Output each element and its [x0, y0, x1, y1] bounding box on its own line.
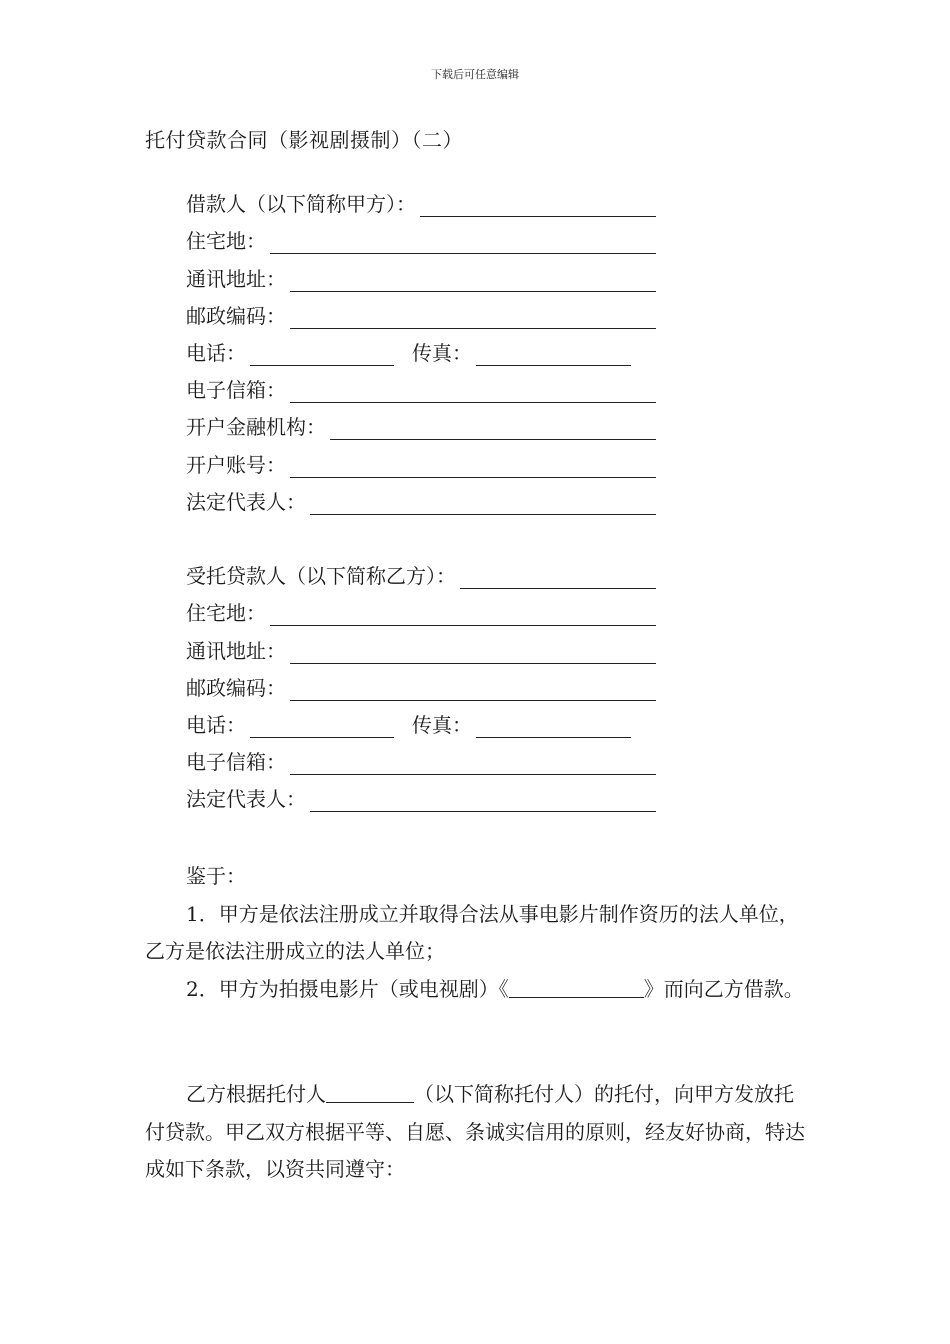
- recital-item-2-after: 》而向乙方借款。: [643, 976, 804, 1001]
- postcode-label: 邮政编码：: [186, 303, 286, 328]
- party-a-name-field[interactable]: [420, 194, 656, 217]
- phone-label: 电话：: [186, 712, 246, 737]
- paragraph-before: 乙方根据托付人: [186, 1082, 326, 1106]
- party-b-legal-rep-row: [186, 775, 656, 812]
- party-a-heading: 借款人（以下简称甲方）：: [186, 192, 416, 217]
- legal-rep-label: 法定代表人：: [186, 787, 306, 812]
- party-a-address-field[interactable]: [290, 269, 656, 292]
- party-b-address-row: [186, 626, 656, 663]
- address-label: 通讯地址：: [186, 638, 286, 663]
- party-a-heading-row: [186, 180, 656, 217]
- party-a-email-field[interactable]: [290, 380, 656, 403]
- recital-item-2: [145, 971, 810, 1009]
- party-a-legal-rep-field[interactable]: [310, 492, 656, 515]
- party-a-account-row: [186, 440, 656, 477]
- paragraph-text: [145, 1076, 810, 1189]
- party-b-section: [186, 552, 656, 812]
- party-b-postcode-field[interactable]: [290, 678, 656, 701]
- phone-label: 电话：: [186, 340, 246, 365]
- party-b-postcode-row: [186, 664, 656, 701]
- party-a-postcode-field[interactable]: [290, 306, 656, 329]
- film-title-field[interactable]: [509, 977, 644, 998]
- fax-label: 传真：: [412, 712, 472, 737]
- recitals-section: [145, 858, 810, 1008]
- entrustor-field[interactable]: [326, 1082, 414, 1103]
- document-title: 托付贷款合同（影视剧摄制）（二）: [145, 128, 463, 152]
- account-label: 开户账号：: [186, 452, 286, 477]
- party-a-fax-field[interactable]: [476, 343, 631, 366]
- party-a-phone-fax-row: [186, 329, 656, 366]
- party-a-section: [186, 180, 656, 515]
- party-b-email-row: [186, 738, 656, 775]
- party-a-residence-row: [186, 217, 656, 254]
- party-a-postcode-row: [186, 292, 656, 329]
- party-a-email-row: [186, 366, 656, 403]
- party-a-residence-field[interactable]: [270, 231, 656, 254]
- party-b-phone-fax-row: [186, 701, 656, 738]
- bank-label: 开户金融机构：: [186, 415, 326, 440]
- recitals-intro: 鉴于：: [186, 864, 246, 888]
- party-b-residence-row: [186, 589, 656, 626]
- recital-item-2-before: 2．甲方为拍摄电影片（或电视剧）《: [186, 976, 509, 1001]
- party-b-email-field[interactable]: [290, 752, 656, 775]
- party-a-phone-field[interactable]: [250, 343, 394, 366]
- party-a-bank-field[interactable]: [330, 417, 656, 440]
- party-b-legal-rep-field[interactable]: [310, 789, 656, 812]
- residence-label: 住宅地：: [186, 601, 266, 626]
- address-label: 通讯地址：: [186, 266, 286, 291]
- party-a-account-field[interactable]: [290, 455, 656, 478]
- email-label: 电子信箱：: [186, 750, 286, 775]
- party-b-address-field[interactable]: [290, 641, 656, 664]
- party-b-name-field[interactable]: [460, 566, 656, 589]
- postcode-label: 邮政编码：: [186, 675, 286, 700]
- fax-label: 传真：: [412, 340, 472, 365]
- email-label: 电子信箱：: [186, 378, 286, 403]
- recital-item-1: 1．甲方是依法注册成立并取得合法从事电影片制作资历的法人单位，乙方是依法注册成立的法人单位；: [145, 901, 799, 963]
- header-note: 下载后可任意编辑: [431, 68, 519, 81]
- paragraph-after: （以下简称托付人）的托付，向甲方发放托付贷款。甲乙双方根据平等、自愿、条诚实信用的原则，经友好协商，特达成如下条款，以资共同遵守：: [145, 1082, 805, 1181]
- party-b-fax-field[interactable]: [476, 715, 631, 738]
- party-a-legal-rep-row: [186, 478, 656, 515]
- party-b-residence-field[interactable]: [270, 603, 656, 626]
- party-a-address-row: [186, 254, 656, 291]
- residence-label: 住宅地：: [186, 229, 266, 254]
- entrustment-paragraph: [145, 1076, 810, 1189]
- legal-rep-label: 法定代表人：: [186, 489, 306, 514]
- party-b-phone-field[interactable]: [250, 715, 394, 738]
- party-b-heading-row: [186, 552, 656, 589]
- party-a-bank-row: [186, 403, 656, 440]
- party-b-heading: 受托贷款人（以下简称乙方）：: [186, 564, 456, 589]
